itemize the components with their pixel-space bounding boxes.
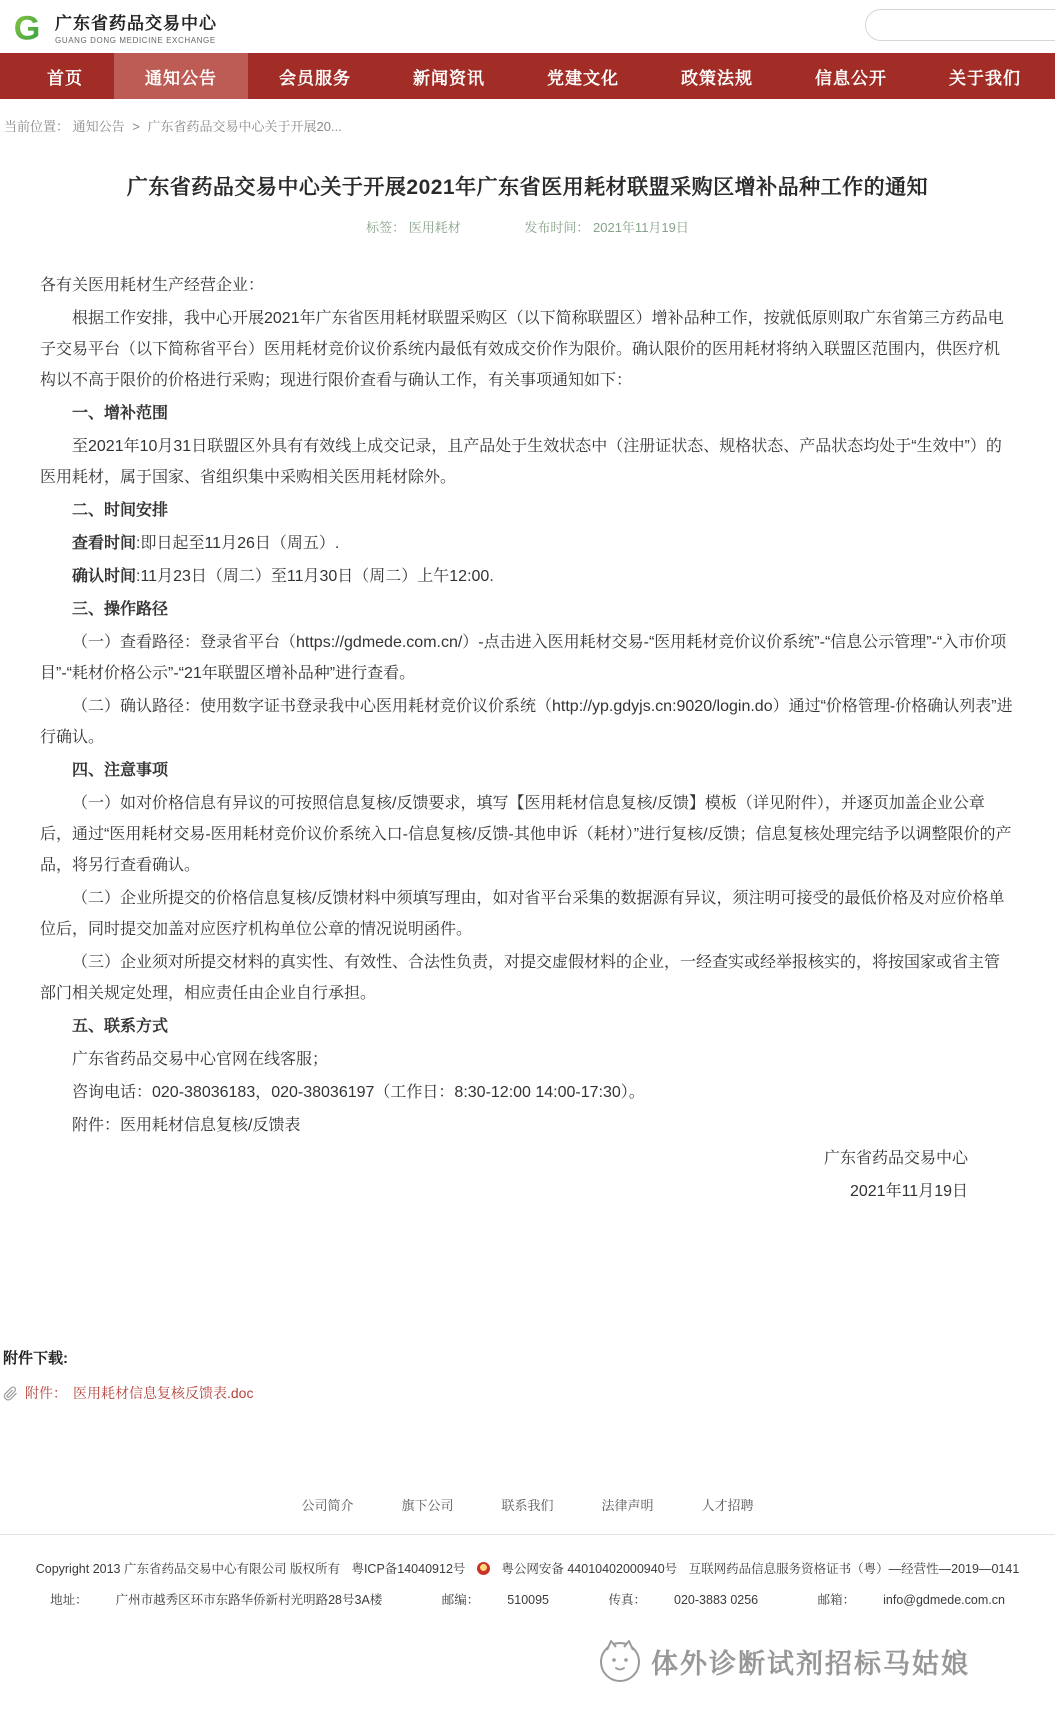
license-number: 互联网药品信息服务资格证书（粤）—经营性—2019—0141 <box>688 1562 1020 1576</box>
brand-name: 广东省药品交易中心 <box>55 13 217 33</box>
breadcrumb-separator: > <box>132 119 140 134</box>
paragraph-contact-service: 广东省药品交易中心官网在线客服； <box>72 1051 329 1068</box>
icp-number: 粤ICP备14040912号 <box>351 1562 466 1576</box>
watermark <box>0 1638 970 1684</box>
site-header <box>0 0 1055 53</box>
footer-link-careers[interactable]: 人才招聘 <box>701 1498 754 1513</box>
paragraph-contact-phone: 咨询电话：020-38036183，020-38036197（工作日：8:30-12:00 14:00-17:30）。 <box>72 1084 645 1101</box>
footer-link-legal-notice[interactable]: 法律声明 <box>601 1498 654 1513</box>
paragraph-scope: 至2021年10月31日联盟区外具有有效线上成交记录，且产品处于生效状态中（注册证状态、规格状态、产品状态均处于“生效中”）的医用耗材，属于国家、省组织集中采购相关医用耗材除外。 <box>40 438 1002 486</box>
copyright-text: Copyright 2013 广东省药品交易中心有限公司 版权所有 <box>35 1562 340 1576</box>
zip-code: 邮编： 510095 <box>441 1593 550 1607</box>
article-publish-date <box>524 220 689 235</box>
view-time-label: 查看时间 <box>72 535 137 552</box>
view-time-value: :即日起至11月26日（周五）. <box>136 535 340 552</box>
nav-item-home[interactable]: 首页 <box>47 68 83 88</box>
breadcrumb-section-link[interactable]: 通知公告 <box>72 119 125 134</box>
footer-copyright <box>0 1559 1055 1577</box>
nav-item-info-disclosure[interactable]: 信息公开 <box>815 68 887 88</box>
search-input[interactable] <box>865 9 1055 41</box>
attachment-label: 附件： <box>25 1385 67 1401</box>
paragraph-intro: 根据工作安排，我中心开展2021年广东省医用耗材联盟采购区（以下简称联盟区）增补品种工作，按就低原则取广东省第三方药品电子交易平台（以下简称省平台）医用耗材竞价议价系统内最低有效成交价作为限价。确认限价的医用耗材将纳入联盟区范围内，供医疗机构以不高于限价的价格进行采购；现进行限价查看与确认工作，有关事项通知如下： <box>40 310 1004 389</box>
logo-g-icon <box>8 8 46 46</box>
main-nav <box>0 53 1055 99</box>
paragraph-path-view: （一）查看路径：登录省平台（https://gdmede.com.cn/）-点击进入医用耗材交易-“医用耗材竞价议价系统”-“信息公示管理”-“入市价项目”-“耗材价格公示”-“21年联盟区增补品种”进行查看。 <box>40 634 1007 682</box>
article-tag <box>366 220 464 235</box>
attachment-file-link[interactable] <box>25 1383 253 1403</box>
email: 邮箱： info@gdmede.com.cn <box>817 1593 1005 1607</box>
nav-item-notices[interactable]: 通知公告 <box>114 53 248 99</box>
tag-label: 标签： <box>366 220 406 235</box>
paragraph-note-1: （一）如对价格信息有异议的可按照信息复核/反馈要求，填写【医用耗材信息复核/反馈】模板（详见附件），并逐页加盖企业公章后，通过“医用耗材交易-医用耗材竞价议价系统入口-信息复核/反馈-其他申诉（耗材）”进行复核/反馈；信息复核处理完结予以调整限价的产品，将另行查看确认。 <box>40 795 1012 874</box>
section-heading-3: 三、操作路径 <box>72 601 169 618</box>
watermark-cat-logo-icon <box>597 1638 643 1684</box>
fax-number: 传真： 020-3883 0256 <box>608 1593 759 1607</box>
paragraph-confirm-time <box>40 561 1015 592</box>
date-label: 发布时间： <box>524 220 590 235</box>
svg-text:G: G <box>13 8 41 46</box>
section-heading-2: 二、时间安排 <box>72 502 169 519</box>
attachment-item <box>3 1383 1055 1403</box>
site-logo[interactable] <box>8 8 217 46</box>
footer-link-company-profile[interactable]: 公司简介 <box>301 1498 354 1513</box>
address: 地址： 广州市越秀区环市东路华侨新村光明路28号3A楼 <box>50 1593 383 1607</box>
footer-links <box>0 1495 1055 1514</box>
confirm-time-label: 确认时间 <box>72 568 137 585</box>
paragraph-note-2: （二）企业所提交的价格信息复核/反馈材料中须填写理由，如对省平台采集的数据源有异议，须注明可接受的最低价格及对应价格单位后，同时提交加盖对应医疗机构单位公章的情况说明函件。 <box>40 890 1005 938</box>
nav-item-member-services[interactable]: 会员服务 <box>279 68 351 88</box>
salutation: 各有关医用耗材生产经营企业： <box>40 277 265 294</box>
police-beian-number: 粤公网安备 44010402000940号 <box>501 1562 678 1576</box>
nav-item-news[interactable]: 新闻资讯 <box>413 68 485 88</box>
paperclip-icon <box>3 1386 18 1401</box>
brand-block <box>55 9 217 45</box>
tag-value: 医用耗材 <box>408 220 461 235</box>
nav-item-about-us[interactable]: 关于我们 <box>949 68 1021 88</box>
paragraph-path-confirm: （二）确认路径：使用数字证书登录我中心医用耗材竞价议价系统（http://yp.gdyjs.cn:9020/login.do）通过“价格管理-价格确认列表”进行确认。 <box>40 698 1013 746</box>
footer-divider <box>0 1534 1055 1535</box>
attachment-section <box>0 1347 1055 1403</box>
paragraph-note-3: （三）企业须对所提交材料的真实性、有效性、合法性负责，对提交虚假材料的企业，一经查实或经举报核实的，将按国家或省主管部门相关规定处理，相应责任由企业自行承担。 <box>40 954 1001 1002</box>
section-heading-5: 五、联系方式 <box>72 1018 169 1035</box>
attachment-filename: 医用耗材信息复核反馈表.doc <box>73 1385 254 1401</box>
nav-item-party-culture[interactable]: 党建文化 <box>547 68 619 88</box>
paragraph-view-time <box>40 528 1015 559</box>
police-badge-icon <box>477 1562 490 1575</box>
section-heading-1: 一、增补范围 <box>72 405 169 422</box>
site-footer <box>0 1495 1055 1684</box>
signature-org: 广东省药品交易中心 <box>823 1150 968 1167</box>
watermark-text: 体外诊断试剂招标马姑娘 <box>651 1648 970 1679</box>
breadcrumb-current: 广东省药品交易中心关于开展20... <box>147 119 342 134</box>
date-value: 2021年11月19日 <box>593 220 689 235</box>
article-meta <box>40 217 1015 236</box>
brand-subtitle: GUANG DONG MEDICINE EXCHANGE <box>55 35 216 45</box>
footer-link-subsidiaries[interactable]: 旗下公司 <box>401 1498 454 1513</box>
breadcrumb-prefix: 当前位置： <box>4 119 70 134</box>
footer-address-row <box>0 1590 1055 1608</box>
article-body <box>40 270 1015 1207</box>
footer-link-contact-us[interactable]: 联系我们 <box>501 1498 554 1513</box>
article <box>40 171 1015 1207</box>
attachment-section-title: 附件下载: <box>3 1350 68 1367</box>
signature-date: 2021年11月19日 <box>849 1183 968 1200</box>
paragraph-attachment-note: 附件：医用耗材信息复核/反馈表 <box>72 1117 301 1134</box>
breadcrumb <box>0 99 1055 135</box>
nav-item-policies[interactable]: 政策法规 <box>681 68 753 88</box>
page-title: 广东省药品交易中心关于开展2021年广东省医用耗材联盟采购区增补品种工作的通知 <box>126 176 929 199</box>
confirm-time-value: :11月23日（周二）至11月30日（周二）上午12:00. <box>136 568 494 585</box>
section-heading-4: 四、注意事项 <box>72 762 169 779</box>
